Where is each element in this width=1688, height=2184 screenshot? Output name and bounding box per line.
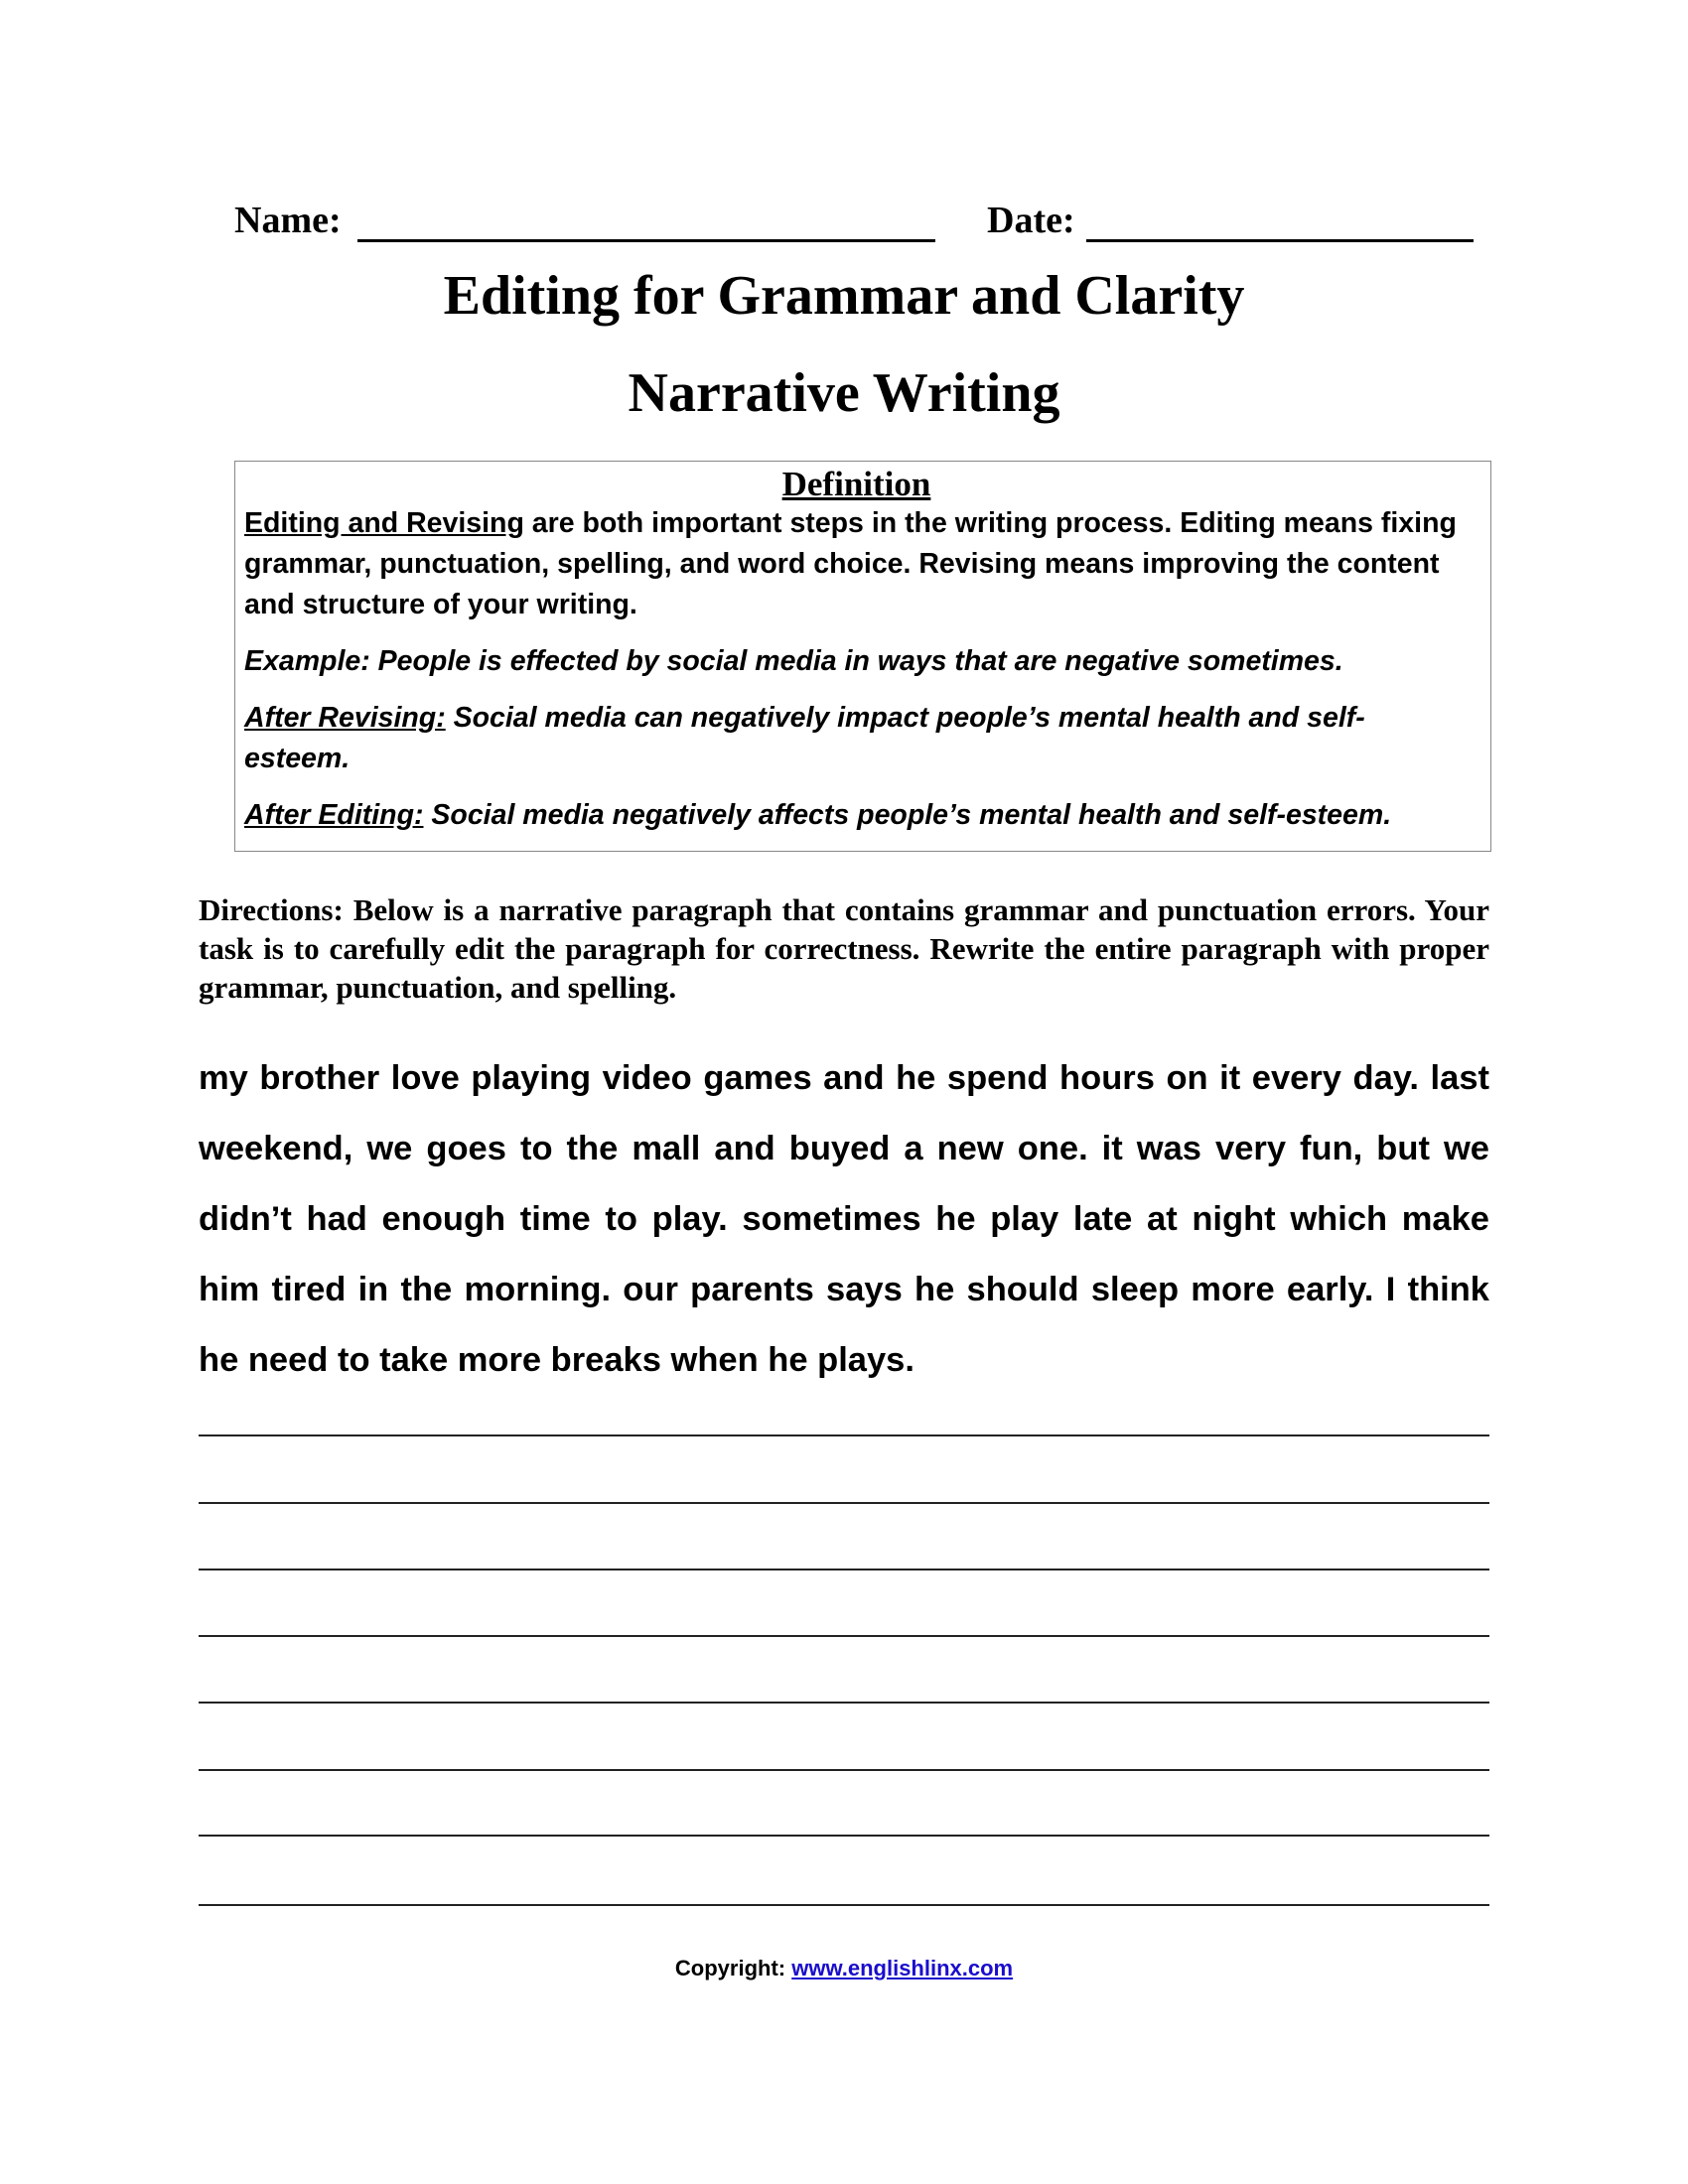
definition-text <box>244 503 1469 625</box>
answer-line[interactable] <box>199 1769 1489 1771</box>
answer-line[interactable] <box>199 1635 1489 1637</box>
narrative-paragraph: my brother love playing video games and he spend hours on it every day. last weekend, we goes to the mall and buyed a new one. it was very fun, but we didn’t had enough time to play. sometimes he play late at night which make him tired in the morning. our parents says he should sleep more early. I think he need to take more breaks when he plays. <box>199 1059 1489 1379</box>
directions-text: Directions: Below is a narrative paragraph that contains grammar and punctuation errors. Your task is to carefully edit the paragraph for correctness. Rewrite the entire paragraph with proper grammar, punctuation, and spelling. <box>199 892 1489 1005</box>
definition-body: are both important steps in the writing process. Editing means fixing grammar, punctuation, spelling, and word choice. Revising means improving the content and structure of your writing. <box>244 507 1457 620</box>
answer-line[interactable] <box>199 1702 1489 1704</box>
answer-line[interactable] <box>199 1569 1489 1570</box>
definition-heading: Definition <box>781 465 931 503</box>
date-label: Date: <box>987 200 1075 241</box>
answer-line[interactable] <box>199 1835 1489 1837</box>
name-field[interactable] <box>357 239 935 242</box>
after-revising-label: After Revising: <box>244 702 446 734</box>
answer-line[interactable] <box>199 1904 1489 1906</box>
answer-line[interactable] <box>199 1434 1489 1436</box>
after-editing-label: After Editing: <box>244 799 424 831</box>
after-revising-text <box>244 698 1469 779</box>
after-editing-text <box>244 795 1469 836</box>
answer-line[interactable] <box>199 1502 1489 1504</box>
definition-term: Editing and Revising <box>244 507 524 539</box>
date-field[interactable] <box>1086 239 1474 242</box>
example-text: Example: People is effected by social media in ways that are negative sometimes. <box>244 645 1343 677</box>
worksheet-subtitle: Narrative Writing <box>628 362 1060 424</box>
definition-box <box>234 461 1491 852</box>
name-date-header <box>234 199 1476 248</box>
after-revising-sentence: Social media can negatively impact people’s mental health and self-esteem. <box>244 702 1365 774</box>
copyright-footer <box>0 1956 1688 1981</box>
copyright-link[interactable]: www.englishlinx.com <box>791 1956 1014 1980</box>
worksheet-title: Editing for Grammar and Clarity <box>443 265 1245 327</box>
name-label: Name: <box>234 200 342 241</box>
after-editing-sentence: Social media negatively affects people’s mental health and self-esteem. <box>423 799 1392 831</box>
copyright-label: Copyright: <box>674 1956 792 1980</box>
